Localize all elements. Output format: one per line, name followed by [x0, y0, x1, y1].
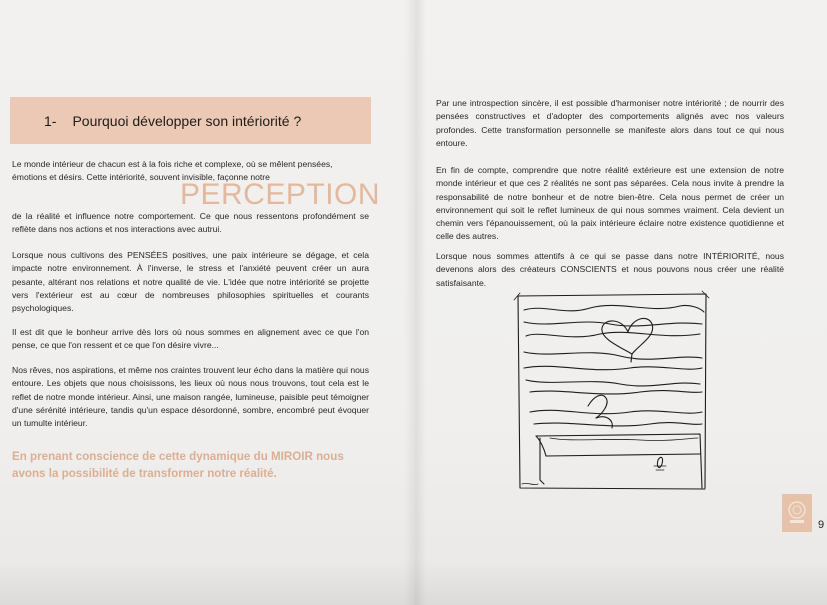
- page-shadow: [0, 560, 827, 605]
- section-heading: [10, 97, 371, 144]
- right-paragraph-attentifs: Lorsque nous sommes attentifs à ce qui se passe dans notre INTÉRIORITÉ, nous devenons alors des créateurs CONSCIENTS et nous pouvons nous créer une réalité satisfaisante.: [436, 251, 784, 288]
- brand-logo-badge: [782, 494, 812, 532]
- section-number: 1-: [44, 112, 57, 129]
- book-gutter: [404, 0, 426, 605]
- paragraph-reves: Nos rêves, nos aspirations, et même nos craintes trouvent leur écho dans la matière qui nous entoure. Les objets que nous choisissons, les lieux où nous nous trouvons, tout cela est le reflet de notre monde intérieur. Ainsi, une maison rangée, lumineuse, paisible peut témoigner d'une sérénité intérieure, tandis qu'un espace désordonné, sombre, encombré peut évoquer un tumulte intérieur.: [12, 365, 369, 429]
- right-paragraph-introspection: Par une introspection sincère, il est possible d'harmoniser notre intériorité ; de nourrir des pensées constructives et d'adopter des comportements alignés avec nos valeurs profondes. Cette transformation personnelle se manifeste alors dans tout ce qui nous entoure.: [436, 98, 784, 148]
- intro-line-1: Le monde intérieur de chacun est à la fois riche et complexe, où se mêlent pensées,: [12, 159, 333, 169]
- seal-icon: [786, 499, 808, 527]
- right-paragraph-fin-de-compte: En fin de compte, comprendre que notre réalité extérieure est une extension de notre monde intérieur et que ces 2 réalités ne sont pas séparées. Cela nous invite à prendre la responsabilité de notre bonheur et de notre bien-être. Cela nous permet de créer un environnement qui soit le reflet lumineux de qui nous sommes vraiment. Cela devient un chemin vers l'épanouissement, où la paix intérieure éclaire notre existence quotidienne et celle des autres.: [436, 165, 784, 242]
- intro-line-2: émotions et désirs. Cette intériorité, souvent invisible, façonne notre: [12, 172, 270, 182]
- section-title: Pourquoi développer son intériorité ?: [72, 112, 302, 129]
- closing-quote: En prenant conscience de cette dynamique du MIROIR nous avons la possibilité de transformer notre réalité.: [12, 450, 344, 480]
- intro-paragraph-rest: de la réalité et influence notre comportement. Ce que nous ressentons profondément se reflète dans nos actions et nos interactions avec autrui.: [12, 211, 369, 235]
- paragraph-bonheur: Il est dit que le bonheur arrive dès lors où nous sommes en alignement avec ce que l'on pense, ce que l'on ressent et ce que l'on désire vivre...: [12, 327, 369, 351]
- page-number: 9: [818, 519, 825, 531]
- heart-sketch-illustration: [510, 288, 710, 496]
- paragraph-pensees: Lorsque nous cultivons des PENSÉES positives, une paix intérieure se dégage, et cela impacte notre environnement. À l'inverse, le stress et l'anxiété peuvent créer un aura pesante, altérant nos relations et notre qualité de vie. L'idée que notre intériorité se projette vers l'extérieur est au cœur de nombreuses philosophies spirituelles et courants psychologiques.: [12, 250, 369, 314]
- highlight-word: PERCEPTION: [180, 178, 381, 211]
